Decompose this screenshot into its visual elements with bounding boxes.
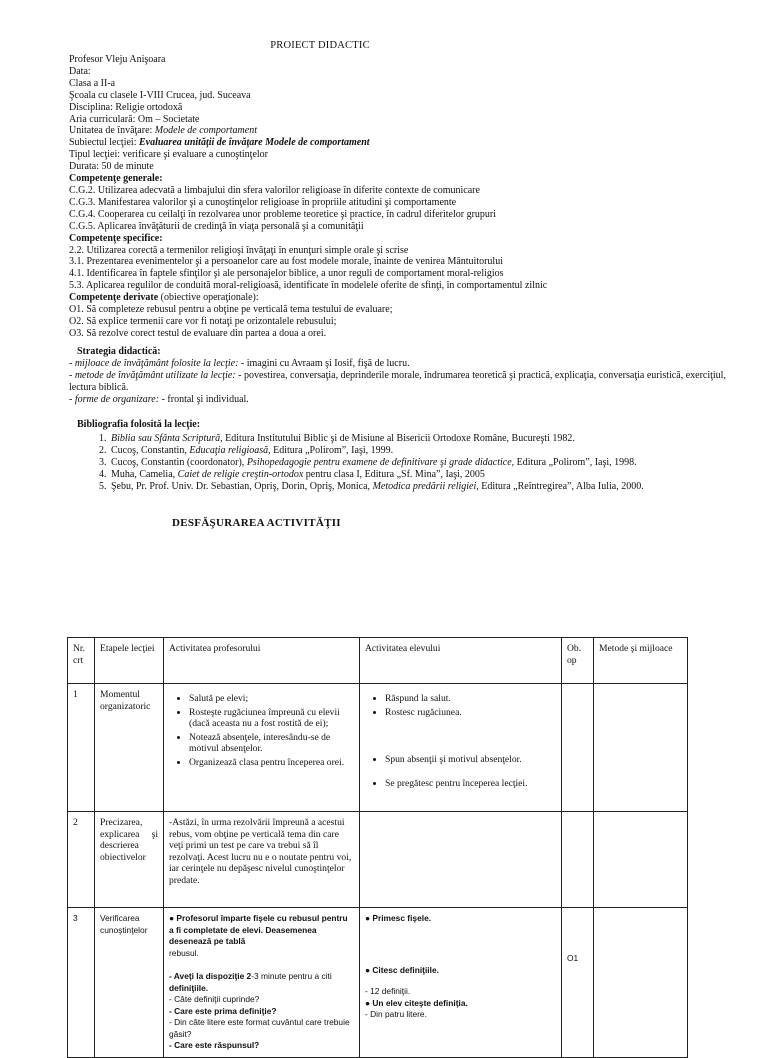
- cs-item: 4.1. Identificarea în faptele sfinţilor şi ale personajelor biblice, a unor reguli de comportament moral-religios: [69, 268, 504, 280]
- cd-item: O2. Să explice termenii care vor fi notaţi pe orizontalele rebusului;: [69, 315, 337, 327]
- prof-text: definiţiile.: [169, 982, 209, 993]
- bib-pre: Cucoş, Constantin (coordonator),: [111, 456, 247, 468]
- cg-item: C.G.5. Aplicarea învăţăturii de credinţă în viaţa personală şi a comunităţii: [69, 220, 364, 232]
- mijloace-value: - imagini cu Avraam şi Iosif, fişă de lucru.: [238, 357, 410, 369]
- bib-italic: Biblia sau Sfânta Scriptură,: [111, 432, 223, 444]
- bibliografie-heading: Bibliografia folosită la lecţie:: [77, 419, 201, 430]
- cell-etapa: Precizarea, explicarea şi descrierea obiectivelor: [95, 812, 164, 908]
- cg-item: C.G.3. Manifestarea valorilor şi a cunoştinţelor religioase în propriile atitudini şi comportamente: [69, 196, 457, 208]
- bib-pre: Şebu, Pr. Prof. Univ. Dr. Sebastian, Opriş, Dorin, Opriş, Monica,: [111, 480, 373, 492]
- elev-text: ● Primesc fişele.: [365, 913, 432, 923]
- metode-line: [69, 370, 739, 394]
- cell-ob: [562, 908, 594, 1058]
- cell-etapa: Verificarea cunoştinţelor: [95, 908, 164, 1058]
- prof-text: [169, 971, 354, 983]
- cd-heading-label: Competenţe derivate: [69, 292, 159, 304]
- prof-question: - Care este prima definiţie?: [169, 1005, 277, 1016]
- list-item: • Spun absenţii şi motivul absenţelor.: [385, 754, 556, 766]
- prof-question: - Care este răspunsul?: [169, 1040, 260, 1050]
- table-header-row: [68, 638, 688, 684]
- cs-item: 2.2. Utilizarea corectă a termenilor religioşi învăţaţi în enunţuri simple orale şi scrise: [69, 244, 409, 256]
- list-item: • Răspund la salut.: [385, 693, 556, 705]
- table-row: [68, 684, 688, 812]
- prof-question: - Din câte litere este format cuvântul care trebuie găsit?: [169, 1017, 350, 1039]
- prof-text-part: -3 minute pentru a citi: [251, 971, 332, 981]
- cell-etapa: Momentul organizatoric: [95, 684, 164, 812]
- profesor-line: Profesor Vleju Anişoara: [69, 54, 166, 65]
- cg-item: C.G.4. Cooperarea cu ceilalţi în rezolvarea unor probleme teoretice şi practice, în cadrul diferitelor grupuri: [69, 208, 497, 220]
- document-title: PROIECT DIDACTIC: [270, 40, 370, 51]
- bibliografie-item: [109, 457, 747, 469]
- elev-text: ● Citesc definiţiile.: [365, 964, 439, 975]
- durata-line: Durata: 50 de minute: [69, 161, 154, 173]
- cell-ob: [562, 812, 594, 908]
- bib-italic: Psihopedagogie pentru examene de definitivare şi grade didactice,: [246, 456, 515, 468]
- cd-item: O3. Să rezolve corect testul de evaluare din partea a doua a orei.: [69, 327, 327, 339]
- strategia-heading: Strategia didactică:: [77, 346, 161, 357]
- cell-profesor: -Astăzi, în urma rezolvării împreună a acestui rebus, vom obţine pe verticală tema din care veţi primi un test pe care va trebui să îl rezolvaţi. Acest lucru nu e o noutate pentru voi, iar cerinţele nu depăşesc nivelul cunoştinţelor predate.: [164, 812, 360, 908]
- cell-metode: [594, 684, 688, 812]
- bibliografie-list: [77, 433, 747, 493]
- competente-derivate-heading: [69, 292, 739, 304]
- metode-value: - povestirea, conversaţia, deprinderile morale, îndrumarea teoretică şi practică, explicaţia, conversaţia euristică, exerciţiul, lectura biblică.: [69, 369, 726, 393]
- forme-value: - frontal şi individual.: [159, 393, 249, 405]
- lesson-header: [69, 54, 739, 340]
- list-item: • Rostesc rugăciunea.: [385, 707, 556, 719]
- prof-text: rebusul.: [169, 947, 199, 958]
- bibliografie-item: [109, 481, 747, 493]
- unitatea-value: Modele de comportament: [154, 125, 257, 137]
- bib-italic: Metodica predării religiei,: [372, 480, 479, 492]
- scoala-line: Şcoala cu clasele I-VIII Crucea, jud. Suceava: [69, 89, 251, 101]
- table-row: [68, 812, 688, 908]
- unitatea-line: [69, 125, 739, 137]
- bibliografie-item: [109, 469, 747, 481]
- cd-heading-suffix: (obiective operaţionale):: [158, 292, 259, 304]
- bib-rest: Editura Institutului Biblic şi de Misiune al Bisericii Ortodoxe Române, Bucureşti 1982.: [222, 432, 575, 444]
- mijloace-label: - mijloace de învăţământ folosite la lecţie:: [69, 357, 239, 369]
- cell-nr: 3: [68, 908, 95, 1058]
- cell-elev: [360, 684, 562, 812]
- activity-table: [67, 637, 688, 1058]
- cell-profesor: [164, 684, 360, 812]
- bib-italic: Educaţia religioasă,: [189, 444, 271, 456]
- disciplina-line: Disciplina: Religie ortodoxă: [69, 101, 183, 113]
- cell-profesor: [164, 908, 360, 1058]
- list-item: • Salută pe elevi;: [189, 693, 354, 705]
- list-item: • Se pregătesc pentru începerea lecţiei.: [385, 778, 556, 790]
- prof-text-part: - Aveţi la dispoziţie 2: [169, 971, 252, 981]
- clasa-line: Clasa a II-a: [69, 77, 116, 89]
- list-item: • Rosteşte rugăciunea împreună cu elevii (dacă aceasta nu a fost rostită de ei);: [189, 707, 354, 730]
- cell-elev: [360, 908, 562, 1058]
- cell-metode: [594, 908, 688, 1058]
- cell-elev: [360, 812, 562, 908]
- forme-line: [69, 394, 739, 406]
- cs-item: 5.3. Aplicarea regulilor de conduită moral-religioasă, identificate în modelele oferite de sfinţi, în comportamentul zilnic: [69, 280, 548, 292]
- elev-text: - 12 definiţii.: [365, 986, 411, 996]
- prof-question: - Câte definiţii cuprinde?: [169, 994, 260, 1004]
- ob-value: O1: [567, 953, 579, 963]
- metode-label: - metode de învăţământ utilizate la lecţie:: [69, 369, 236, 381]
- bib-pre: Cucoş, Constantin,: [111, 444, 190, 456]
- elev-text: - Din patru litere.: [365, 1009, 427, 1019]
- bib-rest: Editura „Polirom”, Iaşi, 1998.: [514, 456, 637, 468]
- bib-rest: Editura „Polirom”, Iaşi, 1999.: [270, 444, 394, 456]
- subiectul-line: [69, 137, 739, 149]
- th-ob: Ob. op: [562, 638, 594, 684]
- cell-nr: 1: [68, 684, 95, 812]
- unitatea-label: Unitatea de învăţare:: [69, 125, 155, 137]
- data-line: Data:: [69, 65, 91, 77]
- prof-text: ● Profesorul împarte fişele cu rebusul pentru a fi completate de elevi. Deasemenea desenează pe tablă: [169, 913, 348, 946]
- competente-specifice-heading: Competenţe specifice:: [69, 232, 163, 244]
- bibliografie-item: [109, 433, 747, 445]
- strategia-section: [69, 346, 739, 406]
- cd-item: O1. Să completeze rebusul pentru a obţine pe verticală tema testului de evaluare;: [69, 304, 393, 316]
- th-nr: Nr. crt: [68, 638, 95, 684]
- elev-text: ● Un elev citeşte definiţia.: [365, 997, 468, 1008]
- bibliografie-section: [77, 419, 747, 492]
- cell-nr: 2: [68, 812, 95, 908]
- list-item: • Notează absenţele, interesându-se de motivul absenţelor.: [189, 732, 354, 755]
- bibliografie-item: [109, 445, 747, 457]
- cs-item: 3.1. Prezentarea evenimentelor şi a persoanelor care au fost modele morale, înainte de venirea Mântuitorului: [69, 256, 503, 268]
- competente-generale-heading: Competenţe generale:: [69, 173, 163, 185]
- forme-label: - forme de organizare:: [69, 393, 160, 405]
- th-etape: Etapele lecţiei: [95, 638, 164, 684]
- th-metode: Metode şi mijloace: [594, 638, 688, 684]
- cell-ob: [562, 684, 594, 812]
- table-row: [68, 908, 688, 1058]
- aria-line: Aria curriculară: Om – Societate: [69, 113, 200, 125]
- subiectul-value: Evaluarea unităţii de învăţare Modele de comportament: [138, 137, 370, 149]
- bib-italic: Caiet de religie creştin-ortodox: [177, 468, 304, 480]
- list-item: • Organizează clasa pentru începerea orei.: [189, 757, 354, 769]
- mijloace-line: [69, 358, 739, 370]
- desfasurare-title: DESFĂŞURAREA ACTIVITĂŢII: [172, 517, 341, 529]
- tipul-line: Tipul lecţiei: verificare şi evaluare a cunoştinţelor: [69, 149, 269, 161]
- th-profesor: Activitatea profesorului: [164, 638, 360, 684]
- bib-rest: Editura „Reîntregirea”, Alba Iulia, 2000.: [478, 480, 644, 492]
- bib-pre: Muha, Camelia,: [111, 468, 178, 480]
- subiectul-label: Subiectul lecţiei:: [69, 137, 139, 149]
- bib-rest: pentru clasa I, Editura „Sf. Mina”, Iaşi, 2005: [303, 468, 485, 480]
- cg-item: C.G.2. Utilizarea adecvată a limbajului din sfera valorilor religioase în diferite contexte de comunicare: [69, 184, 480, 196]
- th-elev: Activitatea elevului: [360, 638, 562, 684]
- cell-metode: [594, 812, 688, 908]
